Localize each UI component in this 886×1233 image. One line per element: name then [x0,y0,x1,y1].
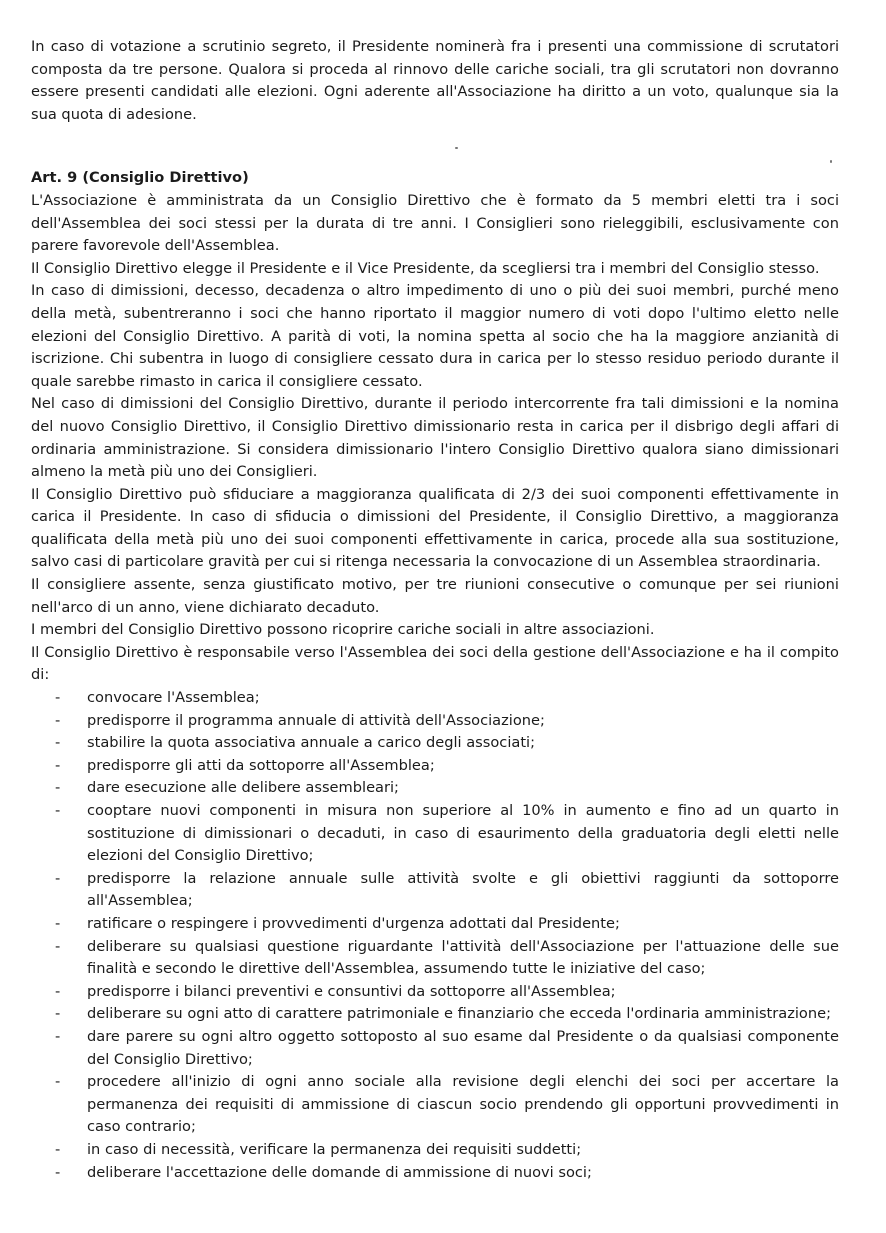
duty-item-text: predisporre i bilanci preventivi e consuntivi da sottoporre all'Assemblea; [87,982,616,1000]
bullet-dash: - [55,734,61,752]
paragraph-composition: L'Associazione è amministrata da un Consiglio Direttivo che è formato da 5 membri eletti tra i soci dell'Assemblea dei soci stessi per la durata di tre anni. I Consiglieri sono rieleggibili, esclusivamente con parere favorevole dell'Assemblea. [31,191,839,255]
bullet-dash: - [55,1027,61,1045]
duty-item [31,868,839,913]
document-page [31,36,839,1184]
bullet-dash: - [55,937,61,955]
bullet-dash: - [55,1073,61,1091]
paragraph-replacement: In caso di dimissioni, decesso, decadenza o altro impedimento di uno o più dei suoi membri, purché meno della metà, subentreranno i soci che hanno riportato il maggior numero di voti dopo l'ultimo eletto nelle elezioni del Consiglio Direttivo. A parità di voti, la nomina spetta al socio che ha la maggiore anzianità di iscrizione. Chi subentra in luogo di consigliere cessato dura in carica per lo stesso residuo periodo durante il quale sarebbe rimasto in carica il consigliere cessato. [31,282,839,390]
bullet-dash: - [55,779,61,797]
duty-item [31,755,839,778]
duty-item-text: dare esecuzione alle delibere assembleari; [87,779,399,797]
bullet-dash: - [55,869,61,887]
duty-item-text: in caso di necessità, verificare la permanenza dei requisiti suddetti; [87,1140,582,1158]
bullet-dash: - [55,982,61,1000]
section-gap [31,126,839,167]
duty-item [31,732,839,755]
duty-item-text: convocare l'Assemblea; [87,689,260,707]
duty-item-text: stabilire la quota associativa annuale a carico degli associati; [87,734,536,752]
duty-item [31,936,839,981]
bullet-dash: - [55,1140,61,1158]
paragraph-no-confidence: Il Consiglio Direttivo può sfiduciare a maggioranza qualificata di 2/3 dei suoi componenti effettivamente in carica il Presidente. In caso di sfiducia o dimissioni del Presidente, il Consiglio Direttivo, a maggioranza qualificata della metà più uno dei suoi componenti effettivamente in carica, procede alla sua sostituzione, salvo casi di particolare gravità per cui si ritenga necessaria la convocazione di un Assemblea straordinaria. [31,485,839,571]
article-heading: Art. 9 (Consiglio Direttivo) [31,169,249,187]
bullet-dash: - [55,802,61,819]
duty-item-text: deliberare su qualsiasi questione riguardante l'attività dell'Associazione per l'attuazione delle sue finalità e secondo le direttive dell'Assemblea, assumendo tutte le iniziative del caso; [87,937,839,978]
duty-item [31,1162,839,1185]
duty-item-text: dare parere su ogni altro oggetto sottoposto al suo esame dal Presidente o da qualsiasi componente del Consiglio Direttivo; [87,1027,839,1068]
duty-item-text: procedere all'inizio di ogni anno sociale alla revisione degli elenchi dei soci per accertare la permanenza dei requisiti di ammissione di ciascun socio prendendo gli opportuni provvedimenti in caso contrario; [87,1073,839,1136]
duty-item-text: ratificare o respingere i provvedimenti d'urgenza adottati dal Presidente; [87,914,620,932]
paragraph-duties-intro: Il Consiglio Direttivo è responsabile verso l'Assemblea dei soci della gestione dell'Associazione e ha il compito di: [31,643,839,684]
paragraph-resignation: Nel caso di dimissioni del Consiglio Direttivo, durante il periodo intercorrente fra tali dimissioni e la nomina del nuovo Consiglio Direttivo, il Consiglio Direttivo dimissionario resta in carica per il disbrigo degli affari di ordinaria amministrazione. Si considera dimissionario l'intero Consiglio Direttivo qualora siano dimissionari almeno la metà più uno dei Consiglieri. [31,395,839,481]
bullet-dash: - [55,756,61,774]
bullet-dash: - [55,711,61,729]
duty-item-text: predisporre il programma annuale di attività dell'Associazione; [87,711,545,729]
duty-item-text: predisporre gli atti da sottoporre all'Assemblea; [87,756,435,774]
duty-item [31,913,839,936]
duty-item [31,1026,839,1071]
duty-item [31,1071,839,1139]
duty-item-text: deliberare l'accettazione delle domande di ammissione di nuovi soci; [87,1163,592,1181]
duty-item [31,777,839,800]
scan-speck [830,160,832,163]
bullet-dash: - [55,1163,61,1181]
duty-item [31,1003,839,1026]
duty-item [31,800,839,868]
duty-item [31,981,839,1004]
paragraph-absence: Il consigliere assente, senza giustificato motivo, per tre riunioni consecutive o comunque per sei riunioni nell'arco di un anno, viene dichiarato decaduto. [31,576,839,616]
duty-item [31,687,839,710]
scan-speck [455,147,458,149]
paragraph-election: Il Consiglio Direttivo elegge il Presidente e il Vice Presidente, da scegliersi tra i membri del Consiglio stesso. [31,259,820,277]
intro-paragraph: In caso di votazione a scrutinio segreto, il Presidente nominerà fra i presenti una commissione di scrutatori composta da tre persone. Qualora si proceda al rinnovo delle cariche sociali, tra gli scrutatori non dovranno essere presenti candidati alle elezioni. Ogni aderente all'Associazione ha diritto a un voto, qualunque sia la sua quota di adesione. [31,38,839,123]
duty-item [31,710,839,733]
duty-item [31,1139,839,1162]
bullet-dash: - [55,689,61,707]
bullet-dash: - [55,914,61,932]
duty-item-text: cooptare nuovi componenti in misura non superiore al 10% in aumento e fino ad un quarto in sostituzione di dimissionari o decaduti, in caso di esaurimento della graduatoria degli eletti nelle elezioni del Consiglio Direttivo; [87,802,839,865]
duty-item-text: deliberare su ogni atto di carattere patrimoniale e finanziario che ecceda l'ordinaria amministrazione; [87,1005,831,1023]
duty-item-text: predisporre la relazione annuale sulle attività svolte e gli obiettivi raggiunti da sottoporre all'Assemblea; [87,869,839,910]
bullet-dash: - [55,1005,61,1023]
paragraph-other-offices: I membri del Consiglio Direttivo possono ricoprire cariche sociali in altre associazioni. [31,621,655,639]
duty-list [31,687,839,1184]
